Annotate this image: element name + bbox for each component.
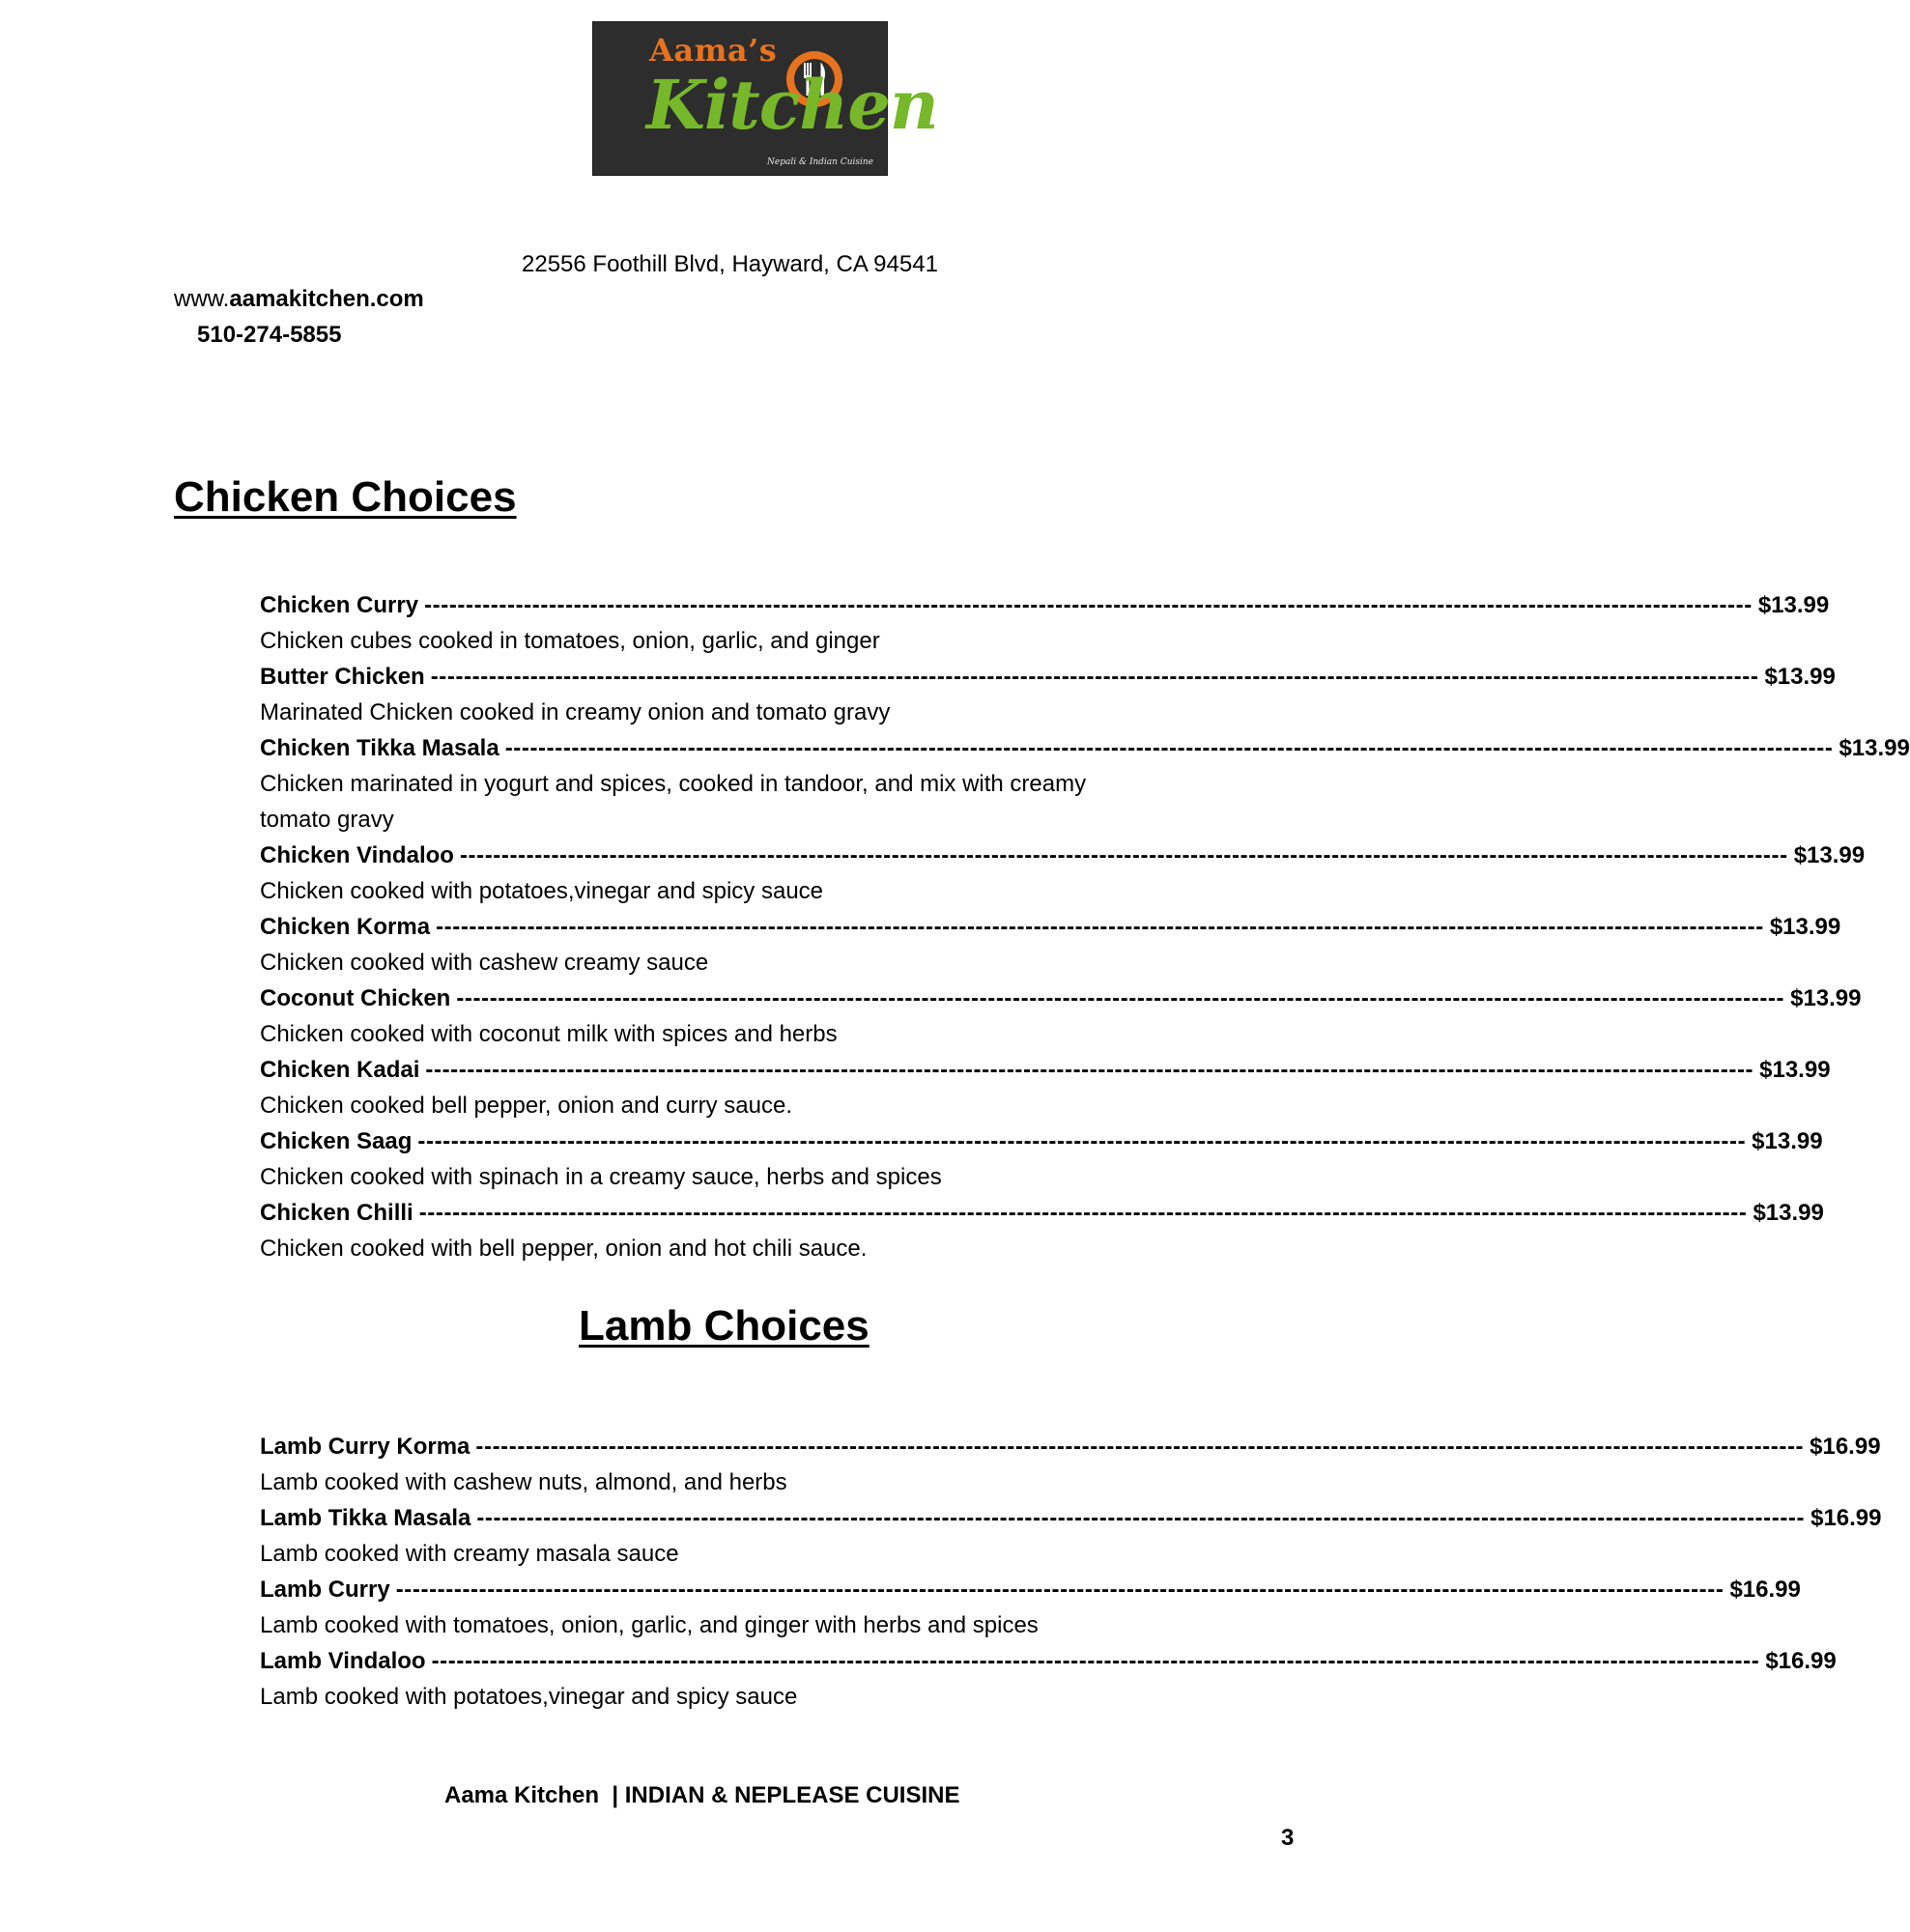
menu-item-line xyxy=(260,909,1841,945)
menu-item-description: Chicken cooked bell pepper, onion and curry sauce. xyxy=(260,1093,793,1119)
menu-item-price: $13.99 xyxy=(1759,1057,1831,1083)
menu-item xyxy=(260,1052,1831,1123)
menu-item-price: $13.99 xyxy=(1764,664,1836,690)
dotted-leader: ---------------------------------------------------------------------------------------------------------------------------------------------------------------- xyxy=(436,914,1764,940)
restaurant-logo xyxy=(592,21,938,176)
menu-item-name: Coconut Chicken xyxy=(260,985,451,1011)
page-footer: Aama Kitchen | INDIAN & NEPLEASE CUISINE xyxy=(444,1782,960,1808)
menu-item xyxy=(260,587,1830,659)
menu-item xyxy=(260,838,1866,909)
website-prefix: www. xyxy=(174,286,230,312)
menu-item-name: Chicken Saag xyxy=(260,1128,413,1154)
menu-item-name: Lamb Curry Korma xyxy=(260,1434,470,1460)
dotted-leader: ---------------------------------------------------------------------------------------------------------------------------------------------------------------- xyxy=(418,1200,1748,1226)
menu-item-description: Lamb cooked with tomatoes, onion, garlic, and ginger with herbs and spices xyxy=(260,1612,1039,1638)
menu-item-price: $16.99 xyxy=(1765,1648,1837,1674)
menu-item-price: $16.99 xyxy=(1810,1434,1881,1460)
menu-item-price: $16.99 xyxy=(1810,1505,1882,1531)
dotted-leader: ---------------------------------------------------------------------------------------------------------------------------------------------------------------- xyxy=(475,1434,1805,1460)
menu-item-name: Butter Chicken xyxy=(260,664,425,690)
menu-item xyxy=(260,1500,1882,1572)
dotted-leader: ---------------------------------------------------------------------------------------------------------------------------------------------------------------- xyxy=(417,1128,1747,1154)
menu-item-line xyxy=(260,980,1862,1016)
menu-item-line xyxy=(260,1500,1882,1536)
dotted-leader: ---------------------------------------------------------------------------------------------------------------------------------------------------------------- xyxy=(504,735,1834,761)
menu-item-price: $13.99 xyxy=(1790,985,1862,1011)
menu-item-name: Lamb Tikka Masala xyxy=(260,1505,471,1531)
menu-item-line xyxy=(260,587,1830,623)
section-title-chicken: Chicken Choices xyxy=(174,473,517,521)
menu-item-description: Lamb cooked with cashew nuts, almond, and herbs xyxy=(260,1469,787,1495)
logo-text-aamas: Aama’s xyxy=(649,32,778,69)
menu-item-description: Chicken marinated in yogurt and spices, cooked in tandoor, and mix with creamy tomato gravy xyxy=(260,771,1087,833)
dotted-leader: ---------------------------------------------------------------------------------------------------------------------------------------------------------------- xyxy=(430,664,1759,690)
section-title-lamb: Lamb Choices xyxy=(579,1302,869,1350)
restaurant-address: 22556 Foothill Blvd, Hayward, CA 94541 xyxy=(522,251,938,277)
menu-item-description: Chicken cooked with potatoes,vinegar and spicy sauce xyxy=(260,878,824,904)
menu-item-description: Lamb cooked with creamy masala sauce xyxy=(260,1541,679,1567)
menu-item-description: Chicken cooked with bell pepper, onion and hot chili sauce. xyxy=(260,1236,868,1262)
menu-item-name: Lamb Vindaloo xyxy=(260,1648,426,1674)
menu-item-name: Chicken Korma xyxy=(260,914,431,940)
menu-item-description: Chicken cubes cooked in tomatoes, onion, garlic, and ginger xyxy=(260,628,880,654)
menu-item-name: Chicken Tikka Masala xyxy=(260,735,499,761)
menu-item-line xyxy=(260,1643,1837,1679)
menu-item-price: $16.99 xyxy=(1729,1577,1801,1603)
menu-item-description: Chicken cooked with coconut milk with spices and herbs xyxy=(260,1021,838,1047)
menu-item xyxy=(260,730,1910,838)
phone-number: 510-274-5855 xyxy=(197,322,342,348)
menu-item xyxy=(260,659,1836,730)
menu-item-description: Lamb cooked with potatoes,vinegar and spicy sauce xyxy=(260,1684,798,1710)
page-number: 3 xyxy=(1281,1825,1295,1851)
menu-item xyxy=(260,909,1841,980)
dotted-leader: ---------------------------------------------------------------------------------------------------------------------------------------------------------------- xyxy=(424,592,1753,618)
menu-list-lamb xyxy=(260,1429,1882,1715)
logo-text-kitchen: Kitchen xyxy=(646,65,938,145)
menu-item-name: Chicken Chilli xyxy=(260,1200,413,1226)
menu-item-line xyxy=(260,730,1910,766)
menu-item-line xyxy=(260,838,1866,873)
menu-item-line xyxy=(260,1052,1831,1088)
menu-item-name: Lamb Curry xyxy=(260,1577,390,1603)
menu-item-price: $13.99 xyxy=(1839,735,1910,761)
website-link[interactable] xyxy=(174,286,424,313)
menu-list-chicken xyxy=(260,587,1910,1266)
menu-item xyxy=(260,1429,1881,1500)
menu-item xyxy=(260,1195,1824,1266)
menu-item xyxy=(260,1123,1823,1195)
menu-item xyxy=(260,1572,1801,1643)
dotted-leader: ---------------------------------------------------------------------------------------------------------------------------------------------------------------- xyxy=(459,842,1788,868)
dotted-leader: ---------------------------------------------------------------------------------------------------------------------------------------------------------------- xyxy=(476,1505,1806,1531)
dotted-leader: ---------------------------------------------------------------------------------------------------------------------------------------------------------------- xyxy=(425,1057,1754,1083)
menu-item-description: Chicken cooked with spinach in a creamy sauce, herbs and spices xyxy=(260,1164,942,1190)
menu-item-line xyxy=(260,659,1836,695)
menu-item-price: $13.99 xyxy=(1752,1128,1823,1154)
dotted-leader: ---------------------------------------------------------------------------------------------------------------------------------------------------------------- xyxy=(431,1648,1760,1674)
menu-item-line xyxy=(260,1195,1824,1231)
menu-item-line xyxy=(260,1123,1823,1159)
menu-item-line xyxy=(260,1572,1801,1607)
menu-item-name: Chicken Vindaloo xyxy=(260,842,454,868)
menu-item-name: Chicken Curry xyxy=(260,592,419,618)
menu-item-price: $13.99 xyxy=(1769,914,1841,940)
dotted-leader: ---------------------------------------------------------------------------------------------------------------------------------------------------------------- xyxy=(395,1577,1725,1603)
menu-item-price: $13.99 xyxy=(1757,592,1830,618)
menu-item-line xyxy=(260,1429,1881,1464)
menu-item-price: $13.99 xyxy=(1753,1200,1824,1226)
menu-item-description: Marinated Chicken cooked in creamy onion and tomato gravy xyxy=(260,699,891,725)
menu-item-name: Chicken Kadai xyxy=(260,1057,420,1083)
dotted-leader: ---------------------------------------------------------------------------------------------------------------------------------------------------------------- xyxy=(456,985,1785,1011)
menu-item xyxy=(260,1643,1837,1715)
menu-item xyxy=(260,980,1862,1052)
menu-item-price: $13.99 xyxy=(1793,842,1866,868)
website-domain: aamakitchen.com xyxy=(229,286,424,312)
menu-item-description: Chicken cooked with cashew creamy sauce xyxy=(260,950,709,976)
logo-tagline: Nepali & Indian Cuisine xyxy=(767,157,874,167)
